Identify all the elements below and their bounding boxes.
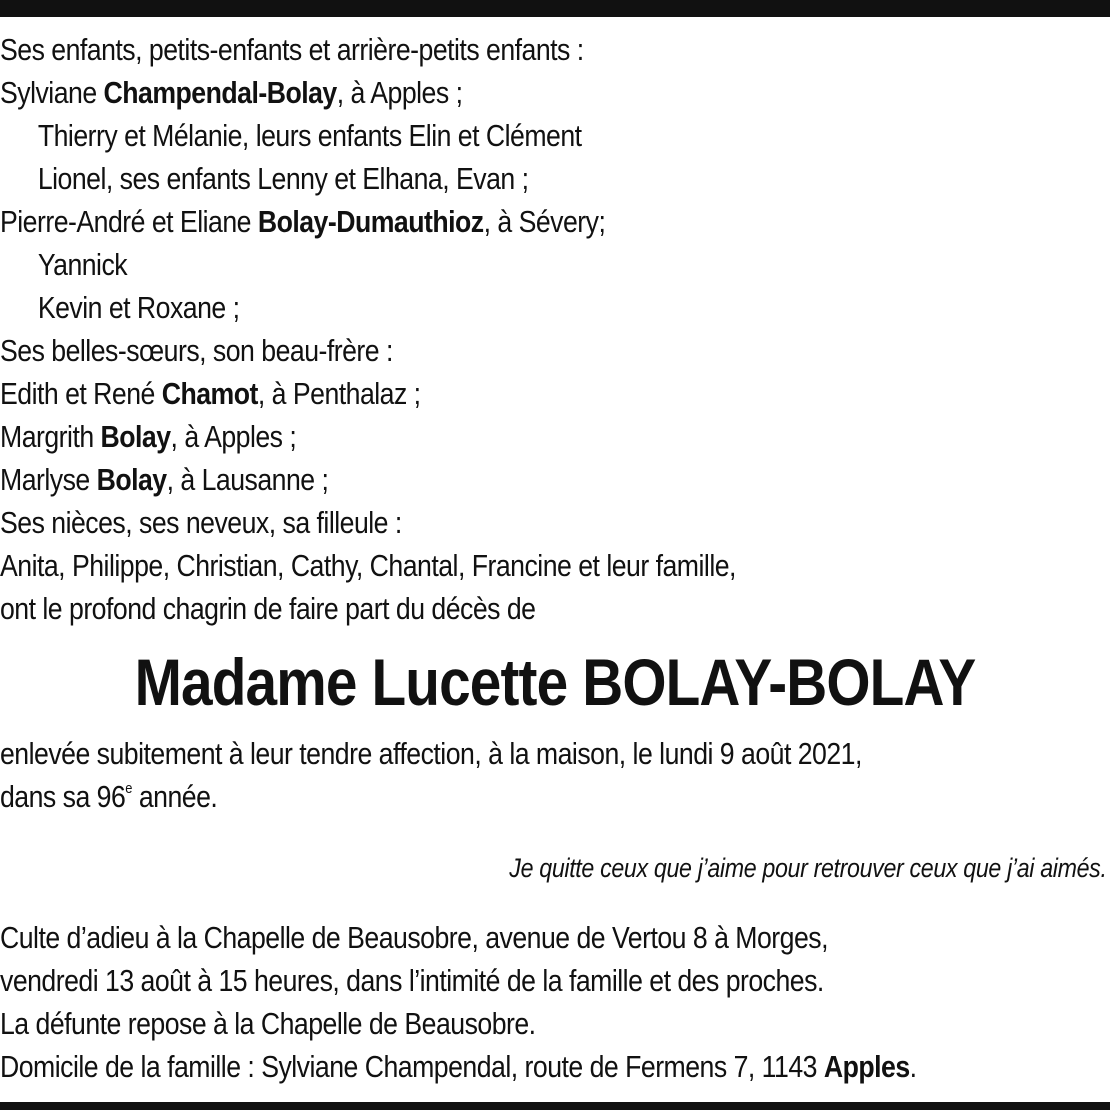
child-place: , à Sévery; — [483, 204, 606, 239]
announcement-line: ont le profond chagrin de faire part du décès de — [0, 591, 536, 626]
inlaw-place: , à Lausanne ; — [166, 462, 329, 497]
grandchild-line: Lionel, ses enfants Lenny et Elhana, Evan ; — [37, 161, 529, 196]
grandchild-line: Yannick — [37, 247, 128, 282]
child-place: , à Apples ; — [336, 75, 463, 110]
child-surname: Champendal-Bolay — [103, 75, 337, 110]
child-entry — [0, 71, 955, 114]
service-line: La défunte repose à la Chapelle de Beausobre. — [0, 1006, 536, 1041]
family-intro: Ses enfants, petits-enfants et arrière-petits enfants : — [0, 32, 584, 67]
age-text: dans sa 96 — [0, 779, 126, 814]
domicile-line — [0, 1045, 955, 1088]
inlaw-entry — [0, 458, 955, 501]
inlaw-first-name: Edith et René — [0, 376, 162, 411]
inlaw-surname: Bolay — [96, 462, 167, 497]
child-entry — [0, 200, 955, 243]
nieces-intro: Ses nièces, ses neveux, sa filleule : — [0, 505, 402, 540]
inlaw-place: , à Apples ; — [170, 419, 297, 454]
domicile-end: . — [909, 1049, 917, 1084]
grandchild-line: Kevin et Roxane ; — [37, 290, 240, 325]
bottom-rule — [0, 1102, 1110, 1110]
domicile-address: Domicile de la famille : Sylviane Champendal, route de Fermens 7, 1143 — [0, 1049, 824, 1084]
memorial-quote: Je quitte ceux que j’aime pour retrouver ceux que j’ai aimés. — [509, 853, 1107, 883]
inlaw-first-name: Margrith — [0, 419, 101, 454]
inlaw-place: , à Penthalaz ; — [257, 376, 421, 411]
inlaw-entry — [0, 372, 955, 415]
death-details-line: enlevée subitement à leur tendre affection, à la maison, le lundi 9 août 2021, — [0, 736, 862, 771]
ordinal-superscript: e — [125, 780, 132, 797]
nieces-list: Anita, Philippe, Christian, Cathy, Chantal, Francine et leur famille, — [0, 548, 736, 583]
inlaws-intro: Ses belles-sœurs, son beau-frère : — [0, 333, 393, 368]
child-first-name: Pierre-André et Eliane — [0, 204, 258, 239]
deceased-name: Madame Lucette BOLAY-BOLAY — [134, 645, 976, 719]
domicile-town: Apples — [823, 1049, 910, 1084]
inlaw-surname: Chamot — [161, 376, 258, 411]
child-first-name: Sylviane — [0, 75, 104, 110]
death-age-line — [0, 775, 955, 818]
inlaw-first-name: Marlyse — [0, 462, 97, 497]
age-text-end: année. — [131, 779, 218, 814]
service-line: vendredi 13 août à 15 heures, dans l’intimité de la famille et des proches. — [0, 963, 824, 998]
grandchild-line: Thierry et Mélanie, leurs enfants Elin et Clément — [37, 118, 582, 153]
inlaw-entry — [0, 415, 955, 458]
child-surname: Bolay-Dumauthioz — [257, 204, 484, 239]
obituary-notice — [0, 28, 1110, 1088]
top-rule — [0, 0, 1110, 17]
inlaw-surname: Bolay — [100, 419, 171, 454]
service-line: Culte d’adieu à la Chapelle de Beausobre, avenue de Vertou 8 à Morges, — [0, 920, 828, 955]
